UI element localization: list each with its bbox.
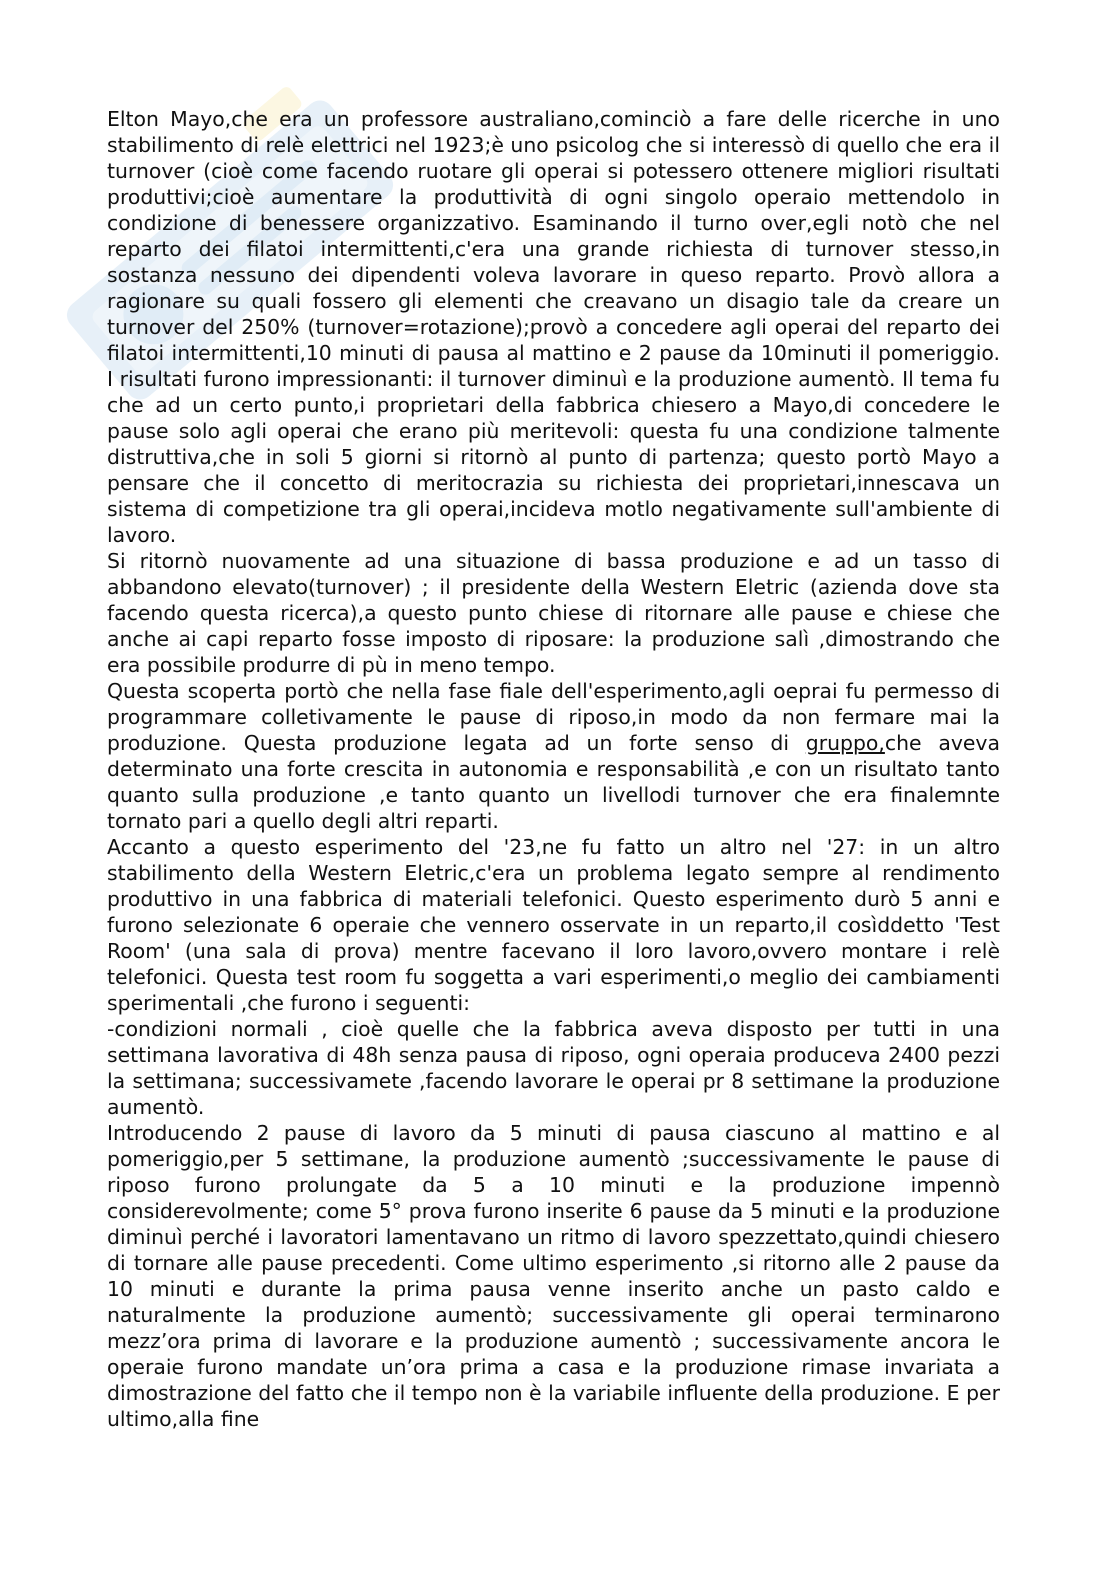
- underlined-word: gruppo,: [805, 731, 885, 755]
- paragraph: Elton Mayo,che era un professore australiano,cominciò a fare delle ricerche in uno stabilimento di relè elettrici nel 1923;è uno psicolog che si interessò di quello che era il turnover (cioè come facendo ruotare gli operai si potessero ottenere migliori risultati produttivi;cioè aumentare la produttività di ogni singolo operaio mettendolo in condizione di benessere organizzativo. Esaminando il turno over,egli notò che nel reparto dei filatoi intermittenti,c'era una grande richiesta di turnover stesso,in sostanza nessuno dei dipendenti voleva lavorare in queso reparto. Provò allora a ragionare su quali fossero gli elementi che creavano un disagio tale da creare un turnover del 250% (turnover=rotazione);provò a concedere agli operai del reparto dei filatoi intermittenti,10 minuti di pausa al mattino e 2 pause da 10minuti il pomeriggio. I risultati furono impressionanti: il turnover diminuì e la produzione aumentò. Il tema fu che ad un certo punto,i proprietari della fabbrica chiesero a Mayo,di concedere le pause solo agli operai che erano più meritevoli: questa fu una condizione talmente distruttiva,che in soli 5 giorni si ritornò al punto di partenza; questo portò Mayo a pensare che il concetto di meritocrazia su richiesta dei proprietari,innescava un sistema di competizione tra gli operai,incideva motlo negativamente sull'ambiente di lavoro.: [107, 107, 1000, 547]
- paragraph: Accanto a questo esperimento del '23,ne fu fatto un altro nel '27: in un altro stabilimento della Western Eletric,c'era un problema legato sempre al rendimento produttivo in una fabbrica di materiali telefonici. Questo esperimento durò 5 anni e furono selezionate 6 operaie che vennero osservate in un reparto,il cosìddetto 'Test Room' (una sala di prova) mentre facevano il loro lavoro,ovvero montare i relè telefonici. Questa test room fu soggetta a vari esperimenti,o meglio dei cambiamenti sperimentali ,che furono i seguenti:: [107, 835, 1000, 1015]
- document-text: [107, 106, 1000, 1432]
- paragraph: [107, 678, 1000, 834]
- paragraph: Introducendo 2 pause di lavoro da 5 minuti di pausa ciascuno al mattino e al pomeriggio,per 5 settimane, la produzione aumentò ;successivamente le pause di riposo furono prolungate da 5 a 10 minuti e la produzione impennò considerevolmente; come 5° prova furono inserite 6 pause da 5 minuti e la produzione diminuì perché i lavoratori lamentavano un ritmo di lavoro spezzettato,quindi chiesero di tornare alle pause precedenti. Come ultimo esperimento ,si ritorno alle 2 pause da 10 minuti e durante la prima pausa venne inserito anche un pasto caldo e naturalmente la produzione aumentò; successivamente gli operai terminarono mezz’ora prima di lavorare e la produzione aumentò ; successivamente ancora le operaie furono mandate un’ora prima a casa e la produzione rimase invariata a dimostrazione del fatto che il tempo non è la variabile influente della produzione. E per ultimo,alla fine: [107, 1121, 1000, 1431]
- paragraph: Si ritornò nuovamente ad una situazione di bassa produzione e ad un tasso di abbandono elevato(turnover) ; il presidente della Western Eletric (azienda dove sta facendo questa ricerca),a questo punto chiese di ritornare alle pause e chiese che anche ai capi reparto fosse imposto di riposare: la produzione salì ,dimostrando che era possibile produrre di pù in meno tempo.: [107, 549, 1000, 677]
- paragraph: -condizioni normali , cioè quelle che la fabbrica aveva disposto per tutti in una settimana lavorativa di 48h senza pausa di riposo, ogni operaia produceva 2400 pezzi la settimana; successivamete ,facendo lavorare le operai pr 8 settimane la produzione aumentò.: [107, 1017, 1000, 1119]
- paragraph-text: Questa scoperta portò che nella fase fiale dell'esperimento,agli oeprai fu permesso di programmare colletivamente le pause di riposo,in modo da non fermare mai la produzione. Questa produzione legata ad un forte senso di: [107, 679, 1000, 755]
- paragraph-text: che aveva determinato una forte crescita in autonomia e responsabilità ,e con un risultato tanto quanto sulla produzione ,e tanto quanto un livellodi turnover che era finalemnte tornato pari a quello degli altri reparti.: [107, 731, 1000, 833]
